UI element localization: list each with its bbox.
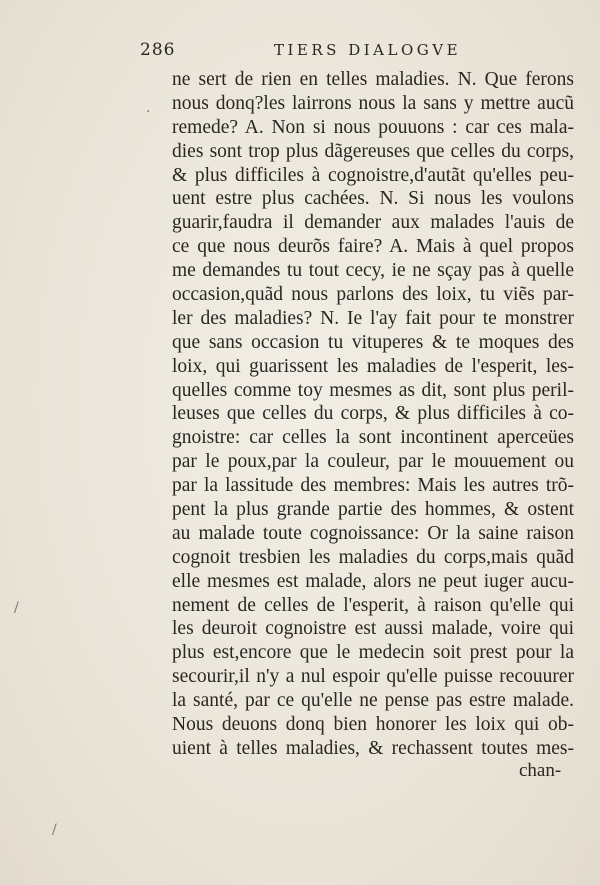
margin-speck: / <box>14 600 19 616</box>
page-header <box>140 40 580 64</box>
running-title: TIERS DIALOGVE <box>274 41 462 59</box>
page-number: 286 <box>140 40 176 60</box>
text-line: cognoit tresbien les maladies du corps,mais quãd <box>172 546 574 568</box>
margin-speck: / <box>52 822 57 838</box>
catchword: chan- <box>519 760 562 781</box>
margin-speck: · <box>146 104 151 120</box>
text-line: guarir,faudra il demander aux malades l'auis de <box>172 212 574 234</box>
text-line: leuses que celles du corps, & plus difficiles à co- <box>172 403 574 425</box>
text-line: occasion,quãd nous parlons des loix, tu viẽs par- <box>172 284 574 306</box>
text-line: gnoistre: car celles la sont incontinent aperceües <box>172 427 574 449</box>
text-line: remede? A. Non si nous pouuons : car ces mala- <box>172 116 574 138</box>
text-line: uent estre plus cachées. N. Si nous les voulons <box>172 188 574 210</box>
text-line: la santé, par ce qu'elle ne pense pas estre malade. <box>172 690 574 712</box>
text-line: loix, qui guarissent les maladies de l'esperit, les- <box>172 355 574 377</box>
text-line: que sans occasion tu vituperes & te moques des <box>172 331 574 353</box>
body-text <box>172 68 574 761</box>
text-line: Nous deuons donq bien honorer les loix qui ob- <box>172 714 574 736</box>
text-line: pent la plus grande partie des hommes, & ostent <box>172 499 574 521</box>
text-line: & plus difficiles à cognoistre,d'autãt qu'elles peu- <box>172 164 574 186</box>
text-line: ler des maladies? N. Ie l'ay fait pour te monstrer <box>172 307 574 329</box>
text-line: dies sont trop plus dãgereuses que celles du corps, <box>172 140 574 162</box>
text-line: plus est,encore que le medecin soit prest pour la <box>172 642 574 664</box>
text-line: me demandes tu tout cecy, ie ne sçay pas à quelle <box>172 260 574 282</box>
text-line: uient à telles maladies, & rechassent toutes mes- <box>172 737 574 759</box>
text-line: secourir,il n'y a nul espoir qu'elle puisse recouurer <box>172 666 574 688</box>
text-line: nement de celles de l'esperit, à raison qu'elle qui <box>172 594 574 616</box>
text-line: ce que nous deurõs faire? A. Mais à quel propos <box>172 236 574 258</box>
text-line: quelles comme toy mesmes as dit, sont plus peril- <box>172 379 574 401</box>
text-line: par le poux,par la couleur, par le mouuement ou <box>172 451 574 473</box>
text-line: elle mesmes est malade, alors ne peut iuger aucu- <box>172 570 574 592</box>
text-line: par la lassitude des membres: Mais les autres trõ- <box>172 475 574 497</box>
text-line: les deuroit cognoistre est aussi malade, voire qui <box>172 618 574 640</box>
text-line: ne sert de rien en telles maladies. N. Que ferons <box>172 69 574 90</box>
text-line: au malade toute cognoissance: Or la saine raison <box>172 522 574 544</box>
text-line: nous donq?les lairrons nous la sans y mettre aucũ <box>172 92 574 114</box>
